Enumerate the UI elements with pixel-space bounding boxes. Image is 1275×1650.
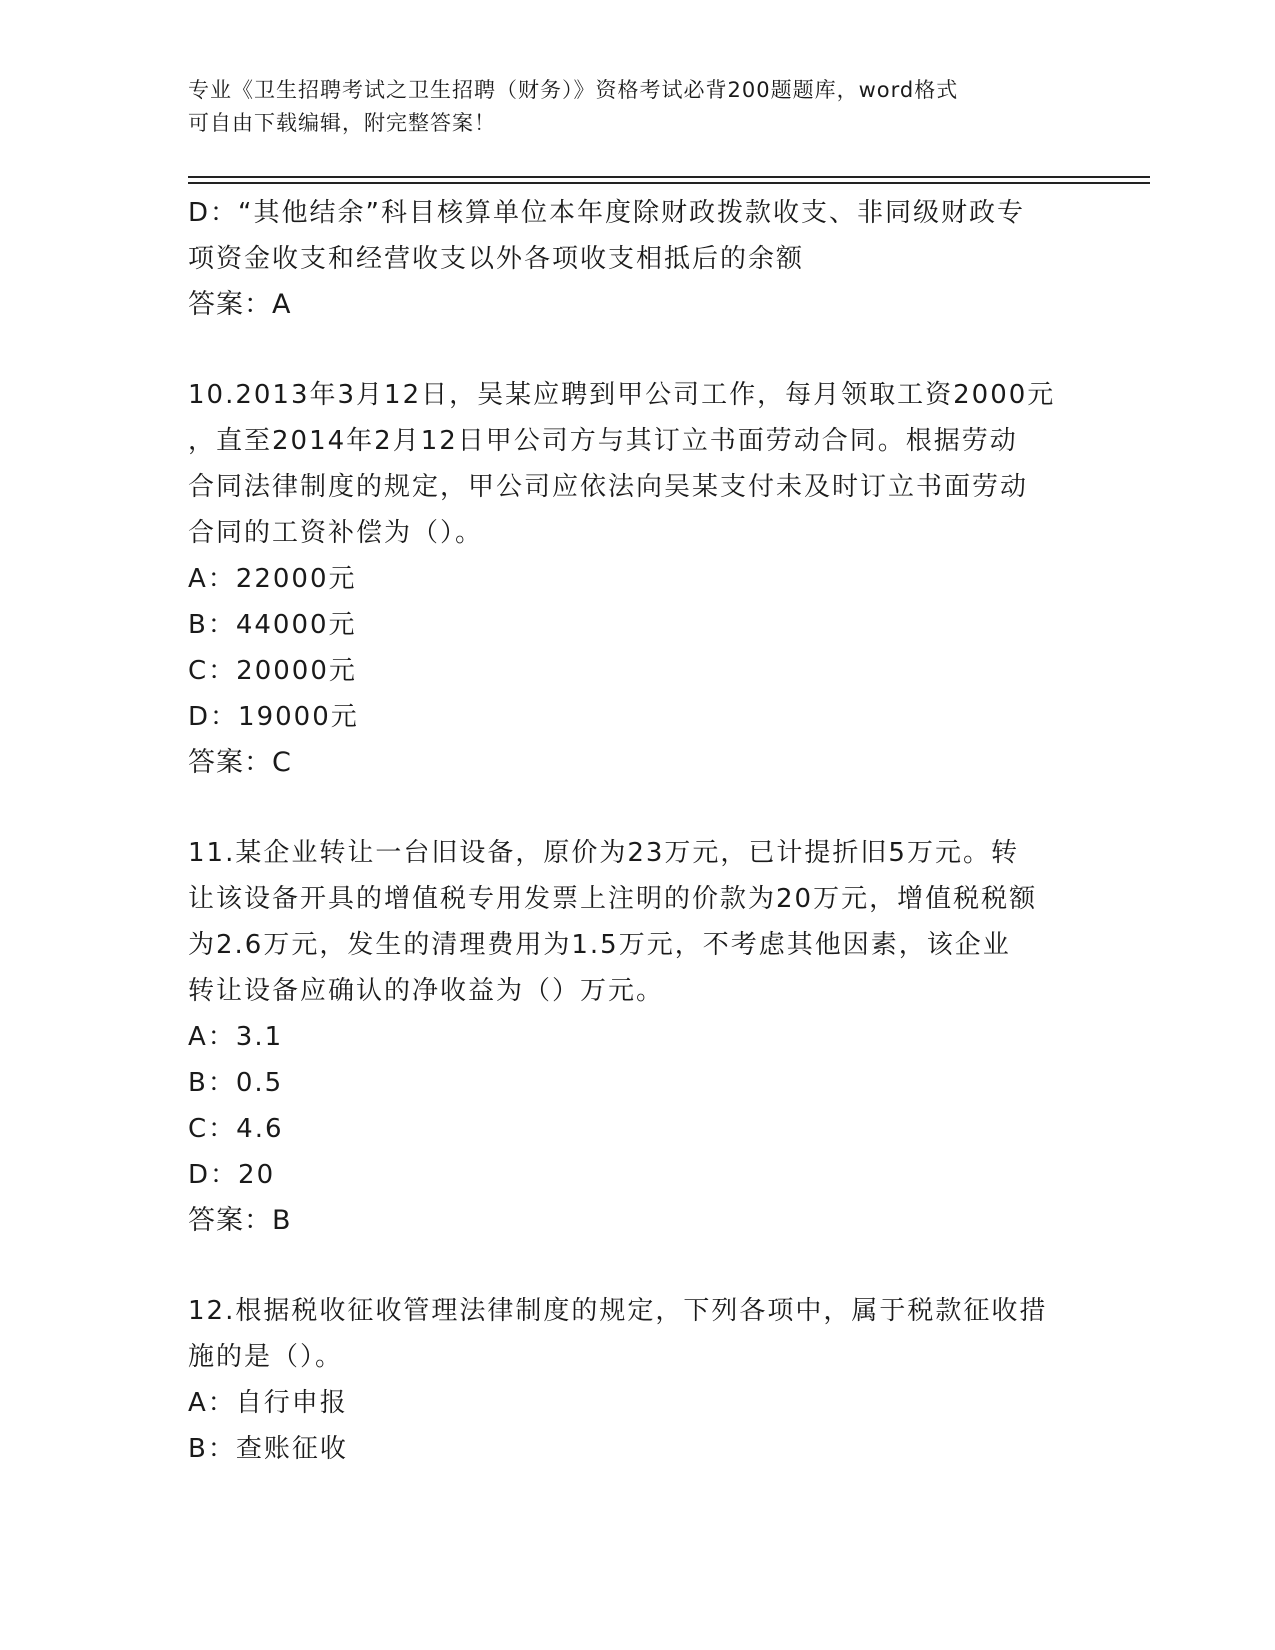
question-text-line: 12.根据税收征收管理法律制度的规定，下列各项中，属于税款征收措: [188, 1296, 1048, 1326]
option-d-line2: 项资金收支和经营收支以外各项收支相抵后的余额: [188, 244, 805, 274]
question-text-line: 11.某企业转让一台旧设备，原价为23万元，已计提折旧5万元。转: [188, 838, 1019, 868]
option-a: A：3.1: [188, 1022, 284, 1052]
option-d: D：19000元: [188, 702, 359, 732]
option-a: A：自行申报: [188, 1388, 348, 1418]
answer-line: 答案：C: [188, 747, 292, 778]
question-text-line: 10.2013年3月12日，吴某应聘到甲公司工作，每月领取工资2000元: [188, 380, 1056, 410]
question-text-line: 合同法律制度的规定，甲公司应依法向吴某支付未及时订立书面劳动: [188, 472, 1029, 502]
header-divider-bottom: [188, 182, 1150, 184]
option-b: B：0.5: [188, 1068, 284, 1098]
header-title-line2: 可自由下载编辑，附完整答案！: [188, 111, 496, 135]
question-text-line: 施的是（）。: [188, 1342, 344, 1372]
option-d-line1: D：“其他结余”科目核算单位本年度除财政拨款收支、非同级财政专: [188, 198, 1025, 228]
question-10: [188, 372, 1088, 786]
question-text-line: 让该设备开具的增值税专用发票上注明的价款为20万元，增值税税额: [188, 884, 1038, 914]
question-text-line: 合同的工资补偿为（）。: [188, 518, 484, 548]
answer-line: 答案：B: [188, 1205, 292, 1236]
header-divider-top: [188, 176, 1150, 178]
question-11: [188, 830, 1088, 1244]
option-d: D：20: [188, 1160, 276, 1190]
document-body: [188, 190, 1088, 1472]
question-12: [188, 1288, 1088, 1472]
question-9-tail: [188, 190, 1088, 328]
option-c: C：20000元: [188, 656, 357, 686]
question-text-line: ，直至2014年2月12日甲公司方与其订立书面劳动合同。根据劳动: [188, 426, 1018, 456]
document-header: [188, 74, 1068, 140]
option-b: B：查账征收: [188, 1434, 348, 1464]
question-text-line: 转让设备应确认的净收益为（）万元。: [188, 976, 665, 1006]
header-title-line1: 专业《卫生招聘考试之卫生招聘（财务）》资格考试必背200题题库，word格式: [188, 78, 959, 102]
answer-line: 答案：A: [188, 289, 292, 320]
option-c: C：4.6: [188, 1114, 284, 1144]
option-a: A：22000元: [188, 564, 357, 594]
option-b: B：44000元: [188, 610, 357, 640]
question-text-line: 为2.6万元，发生的清理费用为1.5万元，不考虑其他因素，该企业: [188, 930, 1011, 960]
